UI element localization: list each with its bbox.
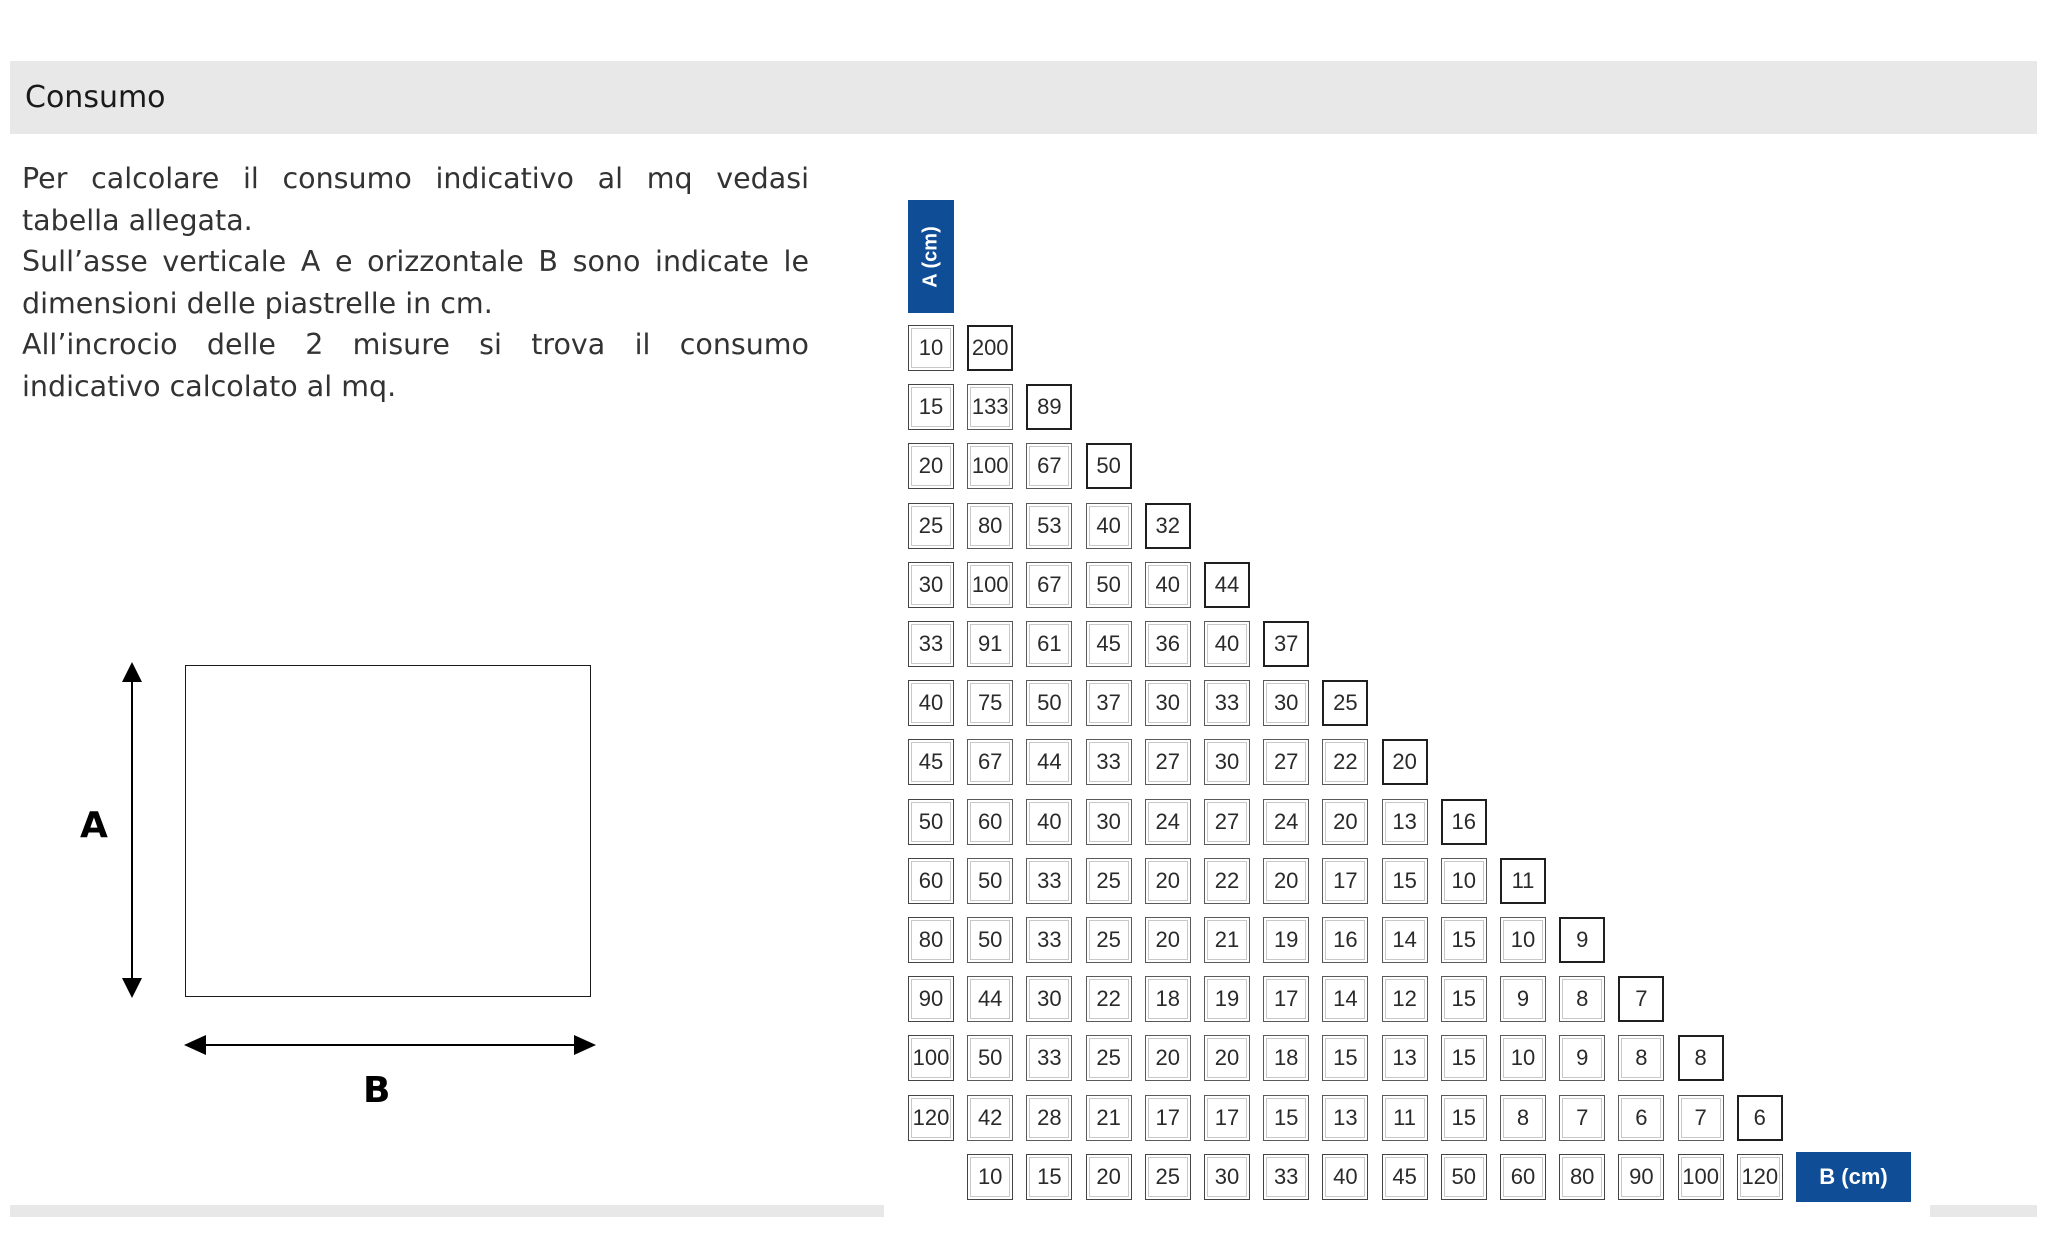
- consumption-value-cell: 15: [1263, 1095, 1309, 1141]
- consumption-value-cell: 20: [1145, 858, 1191, 904]
- consumption-value-cell: 15: [1441, 976, 1487, 1022]
- consumption-value-cell: 13: [1382, 799, 1428, 845]
- intro-paragraph-3: All’incrocio delle 2 misure si trova il consumo indicativo calcolato al mq.: [22, 328, 809, 403]
- a-value-cell: 33: [908, 621, 954, 667]
- b-value-cell: 45: [1382, 1154, 1428, 1200]
- a-value-cell: 45: [908, 739, 954, 785]
- consumption-value-cell: 25: [1086, 917, 1132, 963]
- a-value-cell: 90: [908, 976, 954, 1022]
- a-value-cell: 50: [908, 799, 954, 845]
- consumption-value-cell: 30: [1086, 799, 1132, 845]
- consumption-value-cell: 22: [1204, 858, 1250, 904]
- consumption-value-cell: 25: [1322, 680, 1368, 726]
- b-value-cell: 80: [1559, 1154, 1605, 1200]
- b-value-cell: 100: [1678, 1154, 1724, 1200]
- consumption-value-cell: 10: [1500, 1035, 1546, 1081]
- consumption-value-cell: 7: [1559, 1095, 1605, 1141]
- consumption-value-cell: 100: [967, 562, 1013, 608]
- consumption-value-cell: 15: [1441, 1035, 1487, 1081]
- consumption-value-cell: 89: [1026, 384, 1072, 430]
- consumption-value-cell: 20: [1263, 858, 1309, 904]
- consumption-value-cell: 9: [1500, 976, 1546, 1022]
- consumption-value-cell: 28: [1026, 1095, 1072, 1141]
- consumption-value-cell: 19: [1204, 976, 1250, 1022]
- tile-dimension-diagram: [60, 650, 620, 1130]
- consumption-value-cell: 25: [1086, 1035, 1132, 1081]
- consumption-value-cell: 75: [967, 680, 1013, 726]
- consumption-value-cell: 17: [1204, 1095, 1250, 1141]
- consumption-value-cell: 14: [1382, 917, 1428, 963]
- consumption-value-cell: 30: [1145, 680, 1191, 726]
- b-value-cell: 20: [1086, 1154, 1132, 1200]
- consumption-value-cell: 14: [1322, 976, 1368, 1022]
- intro-paragraph-1: Per calcolare il consumo indicativo al mq vedasi tabella allegata.: [22, 162, 809, 237]
- consumption-value-cell: 133: [967, 384, 1013, 430]
- a-axis-header: [908, 200, 954, 313]
- section-title: Consumo: [25, 80, 166, 115]
- a-axis-header-label: A (cm): [919, 225, 942, 288]
- consumption-value-cell: 18: [1145, 976, 1191, 1022]
- consumption-value-cell: 9: [1559, 917, 1605, 963]
- consumption-value-cell: 15: [1441, 1095, 1487, 1141]
- consumption-value-cell: 20: [1145, 1035, 1191, 1081]
- b-value-cell: 15: [1026, 1154, 1072, 1200]
- consumption-value-cell: 37: [1263, 621, 1309, 667]
- consumption-value-cell: 30: [1026, 976, 1072, 1022]
- consumption-value-cell: 15: [1322, 1035, 1368, 1081]
- b-value-cell: 60: [1500, 1154, 1546, 1200]
- bottom-rule: [1930, 1205, 2037, 1217]
- consumption-value-cell: 33: [1086, 739, 1132, 785]
- consumption-value-cell: 17: [1145, 1095, 1191, 1141]
- b-value-cell: 30: [1204, 1154, 1250, 1200]
- consumption-value-cell: 30: [1263, 680, 1309, 726]
- arrow-left-icon: [184, 1035, 206, 1055]
- consumption-value-cell: 40: [1204, 621, 1250, 667]
- consumption-value-cell: 27: [1145, 739, 1191, 785]
- consumption-value-cell: 44: [1026, 739, 1072, 785]
- consumption-value-cell: 15: [1382, 858, 1428, 904]
- consumption-value-cell: 67: [1026, 562, 1072, 608]
- consumption-value-cell: 7: [1678, 1095, 1724, 1141]
- consumption-value-cell: 45: [1086, 621, 1132, 667]
- consumption-value-cell: 18: [1263, 1035, 1309, 1081]
- consumption-value-cell: 80: [967, 503, 1013, 549]
- consumption-value-cell: 13: [1382, 1035, 1428, 1081]
- a-value-cell: 30: [908, 562, 954, 608]
- consumption-value-cell: 6: [1618, 1095, 1664, 1141]
- a-value-cell: 80: [908, 917, 954, 963]
- consumption-value-cell: 20: [1204, 1035, 1250, 1081]
- bottom-rule: [10, 1205, 884, 1217]
- dimension-label-b: B: [363, 1070, 391, 1111]
- intro-paragraph-2: Sull’asse verticale A e orizzontale B sono indicate le dimensioni delle piastrelle in cm.: [22, 245, 809, 320]
- consumption-value-cell: 8: [1500, 1095, 1546, 1141]
- a-value-cell: 25: [908, 503, 954, 549]
- section-header: [10, 61, 2037, 134]
- b-value-cell: 120: [1737, 1154, 1783, 1200]
- b-axis-header: B (cm): [1796, 1152, 1911, 1202]
- b-value-cell: 50: [1441, 1154, 1487, 1200]
- consumption-value-cell: 17: [1322, 858, 1368, 904]
- consumption-value-cell: 17: [1263, 976, 1309, 1022]
- a-value-cell: 15: [908, 384, 954, 430]
- consumption-value-cell: 100: [967, 443, 1013, 489]
- tile-outline: [185, 665, 591, 997]
- consumption-value-cell: 11: [1500, 858, 1546, 904]
- consumption-value-cell: 50: [967, 917, 1013, 963]
- b-value-cell: 10: [967, 1154, 1013, 1200]
- consumption-value-cell: 21: [1086, 1095, 1132, 1141]
- consumption-value-cell: 61: [1026, 621, 1072, 667]
- a-value-cell: 100: [908, 1035, 954, 1081]
- consumption-value-cell: 53: [1026, 503, 1072, 549]
- consumption-value-cell: 20: [1382, 739, 1428, 785]
- b-value-cell: 40: [1322, 1154, 1368, 1200]
- consumption-value-cell: 8: [1618, 1035, 1664, 1081]
- consumption-value-cell: 30: [1204, 739, 1250, 785]
- consumption-value-cell: 10: [1441, 858, 1487, 904]
- consumption-value-cell: 60: [967, 799, 1013, 845]
- consumption-value-cell: 91: [967, 621, 1013, 667]
- consumption-value-cell: 8: [1678, 1035, 1724, 1081]
- consumption-value-cell: 16: [1441, 799, 1487, 845]
- consumption-value-cell: 40: [1026, 799, 1072, 845]
- consumption-value-cell: 50: [967, 1035, 1013, 1081]
- consumption-value-cell: 50: [967, 858, 1013, 904]
- consumption-value-cell: 19: [1263, 917, 1309, 963]
- consumption-value-cell: 13: [1322, 1095, 1368, 1141]
- consumption-value-cell: 37: [1086, 680, 1132, 726]
- consumption-value-cell: 44: [1204, 562, 1250, 608]
- consumption-value-cell: 42: [967, 1095, 1013, 1141]
- a-value-cell: 60: [908, 858, 954, 904]
- consumption-value-cell: 9: [1559, 1035, 1605, 1081]
- consumption-value-cell: 12: [1382, 976, 1428, 1022]
- consumption-value-cell: 7: [1618, 976, 1664, 1022]
- a-value-cell: 20: [908, 443, 954, 489]
- consumption-value-cell: 33: [1026, 858, 1072, 904]
- arrow-down-icon: [122, 978, 142, 998]
- arrow-up-icon: [122, 662, 142, 682]
- consumption-value-cell: 8: [1559, 976, 1605, 1022]
- b-value-cell: 33: [1263, 1154, 1309, 1200]
- consumption-value-cell: 22: [1086, 976, 1132, 1022]
- consumption-value-cell: 20: [1322, 799, 1368, 845]
- consumption-value-cell: 50: [1026, 680, 1072, 726]
- a-value-cell: 120: [908, 1095, 954, 1141]
- consumption-value-cell: 10: [1500, 917, 1546, 963]
- consumption-value-cell: 32: [1145, 503, 1191, 549]
- arrow-right-icon: [574, 1035, 596, 1055]
- consumption-value-cell: 40: [1086, 503, 1132, 549]
- dimension-label-a: A: [80, 805, 108, 846]
- consumption-value-cell: 25: [1086, 858, 1132, 904]
- consumption-value-cell: 33: [1204, 680, 1250, 726]
- consumption-value-cell: 67: [1026, 443, 1072, 489]
- b-value-cell: 25: [1145, 1154, 1191, 1200]
- consumption-value-cell: 24: [1145, 799, 1191, 845]
- consumption-value-cell: 15: [1441, 917, 1487, 963]
- consumption-value-cell: 22: [1322, 739, 1368, 785]
- consumption-value-cell: 11: [1382, 1095, 1428, 1141]
- consumption-table: [908, 200, 1918, 1200]
- consumption-value-cell: 27: [1263, 739, 1309, 785]
- consumption-value-cell: 24: [1263, 799, 1309, 845]
- consumption-value-cell: 16: [1322, 917, 1368, 963]
- consumption-value-cell: 200: [967, 325, 1013, 371]
- b-value-cell: 90: [1618, 1154, 1664, 1200]
- consumption-value-cell: 33: [1026, 1035, 1072, 1081]
- consumption-value-cell: 33: [1026, 917, 1072, 963]
- consumption-value-cell: 20: [1145, 917, 1191, 963]
- a-value-cell: 10: [908, 325, 954, 371]
- consumption-value-cell: 27: [1204, 799, 1250, 845]
- consumption-value-cell: 40: [1145, 562, 1191, 608]
- intro-text: [22, 158, 809, 407]
- consumption-value-cell: 36: [1145, 621, 1191, 667]
- a-value-cell: 40: [908, 680, 954, 726]
- consumption-value-cell: 21: [1204, 917, 1250, 963]
- consumption-value-cell: 50: [1086, 443, 1132, 489]
- consumption-value-cell: 44: [967, 976, 1013, 1022]
- consumption-value-cell: 50: [1086, 562, 1132, 608]
- consumption-value-cell: 6: [1737, 1095, 1783, 1141]
- consumption-value-cell: 67: [967, 739, 1013, 785]
